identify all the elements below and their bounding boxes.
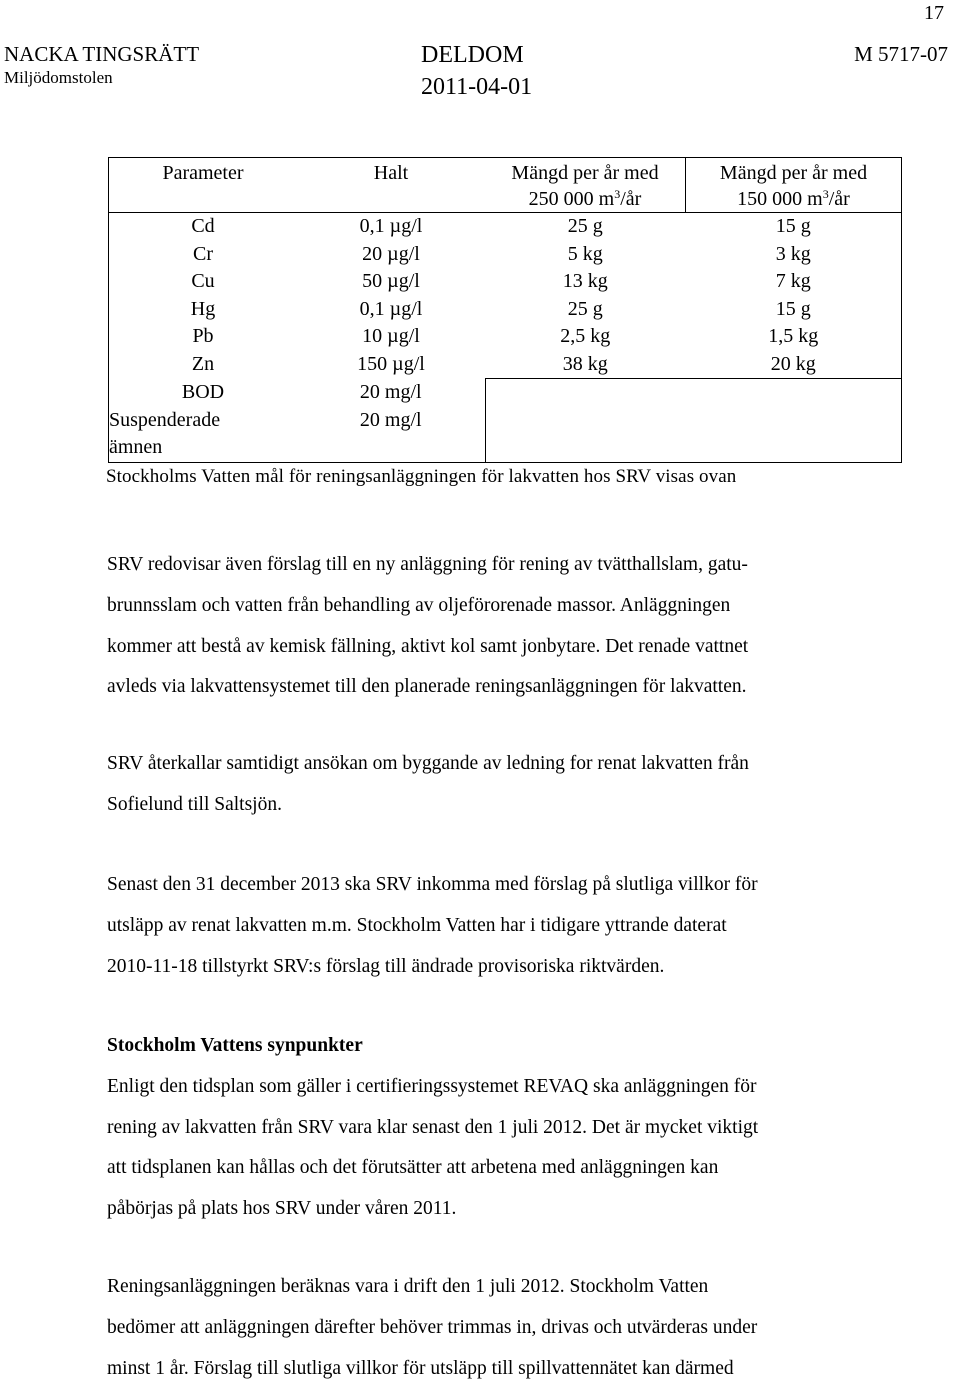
cell-halt: 150 µg/l — [357, 352, 425, 375]
table-row — [109, 407, 902, 435]
department-name: Miljödomstolen — [4, 68, 113, 87]
cell-amount-b: 15 g — [686, 296, 902, 324]
cell-halt: 10 µg/l — [362, 325, 420, 347]
header-amount-a — [485, 158, 686, 213]
paragraph-new-facility — [107, 545, 887, 708]
text-line: kommer att bestå av kemisk fällning, aktivt kol samt jonbytare. Det renade vattnet — [107, 635, 749, 657]
page-number: 17 — [924, 2, 944, 24]
cell-parameter: ämnen — [109, 434, 298, 462]
table-row — [109, 213, 902, 241]
text-line: avleds via lakvattensystemet till den planerade reningsanläggningen för lakvatten. — [107, 676, 747, 698]
court-name: NACKA TINGSRÄTT — [4, 42, 200, 66]
paragraph-withdrawal — [107, 744, 887, 826]
cell-amount-a — [485, 434, 686, 462]
header-parameter: Parameter — [109, 158, 298, 213]
cell-parameter: BOD — [109, 379, 298, 407]
table-row — [109, 379, 902, 407]
cell-amount-a: 5 kg — [567, 242, 603, 265]
cell-amount-b — [686, 407, 902, 435]
text-line: utsläpp av renat lakvatten m.m. Stockholm Vatten har i tidigare yttrande daterat — [107, 914, 727, 936]
cell-parameter: Pb — [109, 323, 298, 351]
cell-halt: 0,1 µg/l — [359, 297, 423, 320]
cell-parameter: Cd — [109, 213, 298, 241]
cell-parameter: Cr — [109, 241, 298, 269]
table-row — [109, 434, 902, 462]
text-line: 2010-11-18 tillstyrkt SRV:s förslag till ändrade provisoriska riktvärden. — [107, 955, 665, 977]
cell-amount-a: 25 g — [567, 215, 603, 237]
cell-halt: 20 µg/l — [362, 242, 420, 265]
cell-amount-a: 13 kg — [562, 270, 608, 292]
text-line: Senast den 31 december 2013 ska SRV inkomma med förslag på slutliga villkor för — [107, 874, 758, 895]
cell-amount-b: 15 g — [686, 213, 902, 241]
emission-limits-table — [108, 157, 902, 463]
cell-amount-b — [686, 434, 902, 462]
cell-parameter: Zn — [109, 351, 298, 379]
text-line: minst 1 år. Förslag till slutliga villkor för utsläpp till spillvattennätet kan därmed — [107, 1357, 734, 1379]
cell-halt: 0,1 µg/l — [359, 215, 423, 237]
case-number: M 5717-07 — [854, 42, 948, 66]
text-line: påbörjas på plats hos SRV under våren 2011. — [107, 1198, 457, 1220]
cell-amount-a: 38 kg — [562, 352, 608, 375]
cell-amount-b: 3 kg — [686, 241, 902, 269]
text-line: Enligt den tidsplan som gäller i certifieringssystemet REVAQ ska anläggningen för — [107, 1075, 757, 1097]
table-header-row — [109, 158, 902, 213]
paragraph-deadline — [107, 865, 887, 987]
cell-amount-b: 20 kg — [686, 351, 902, 379]
table-row — [109, 351, 902, 379]
text-line: Reningsanläggningen beräknas vara i drift den 1 juli 2012. Stockholm Vatten — [107, 1276, 709, 1297]
cell-parameter: Hg — [109, 296, 298, 324]
text-line: bedömer att anläggningen därefter behöver trimmas in, drivas och utvärderas under — [107, 1316, 758, 1338]
cell-parameter: Suspenderade — [109, 407, 298, 435]
table-row — [109, 241, 902, 269]
table-caption: Stockholms Vatten mål för reningsanläggningen för lakvatten hos SRV visas ovan — [106, 466, 737, 487]
paragraph-operation — [107, 1267, 887, 1389]
document-type: DELDOM — [421, 42, 524, 68]
table-row — [109, 323, 902, 351]
header-halt: Halt — [297, 158, 485, 213]
text-line: rening av lakvatten från SRV vara klar senast den 1 juli 2012. Det är mycket viktigt — [107, 1116, 759, 1138]
text-line: att tidsplanen kan hållas och det förutsätter att arbetena med anläggningen kan — [107, 1157, 719, 1179]
cell-amount-b — [686, 379, 902, 407]
text-line: Sofielund till Saltsjön. — [107, 793, 282, 815]
table-row — [109, 268, 902, 296]
cell-halt: 20 mg/l — [359, 380, 422, 403]
cell-parameter: Cu — [109, 268, 298, 296]
cell-halt: 20 mg/l — [359, 408, 422, 431]
text-line: brunnsslam och vatten från behandling av oljeförorenade massor. Anläggningen — [107, 594, 731, 616]
cell-amount-b: 7 kg — [686, 268, 902, 296]
cell-amount-a — [485, 379, 686, 407]
table-row — [109, 296, 902, 324]
cell-halt — [297, 434, 485, 462]
document-date: 2011-04-01 — [421, 74, 533, 100]
text-line: SRV återkallar samtidigt ansökan om byggande av ledning for renat lakvatten från — [107, 753, 749, 774]
header-amount-b-line1: Mängd per år med — [719, 162, 868, 184]
cell-amount-a: 25 g — [567, 297, 603, 320]
header-amount-a-line1: Mängd per år med — [511, 162, 659, 184]
cell-amount-a — [485, 407, 686, 435]
cell-amount-a: 2,5 kg — [560, 325, 611, 347]
cell-halt: 50 µg/l — [362, 270, 420, 292]
section-stockholm-vatten — [107, 1026, 887, 1230]
cell-amount-b: 1,5 kg — [686, 323, 902, 351]
header-amount-a-line2: 250 000 $m^3/år$ — [528, 187, 642, 210]
text-line: SRV redovisar även förslag till en ny anläggning för rening av tvätthallslam, gatu- — [107, 554, 748, 575]
section-heading: Stockholm Vattens synpunkter — [107, 1035, 363, 1056]
header-amount-b — [686, 158, 902, 213]
header-amount-b-line2: 150 000 $m^3/år$ — [737, 187, 850, 210]
